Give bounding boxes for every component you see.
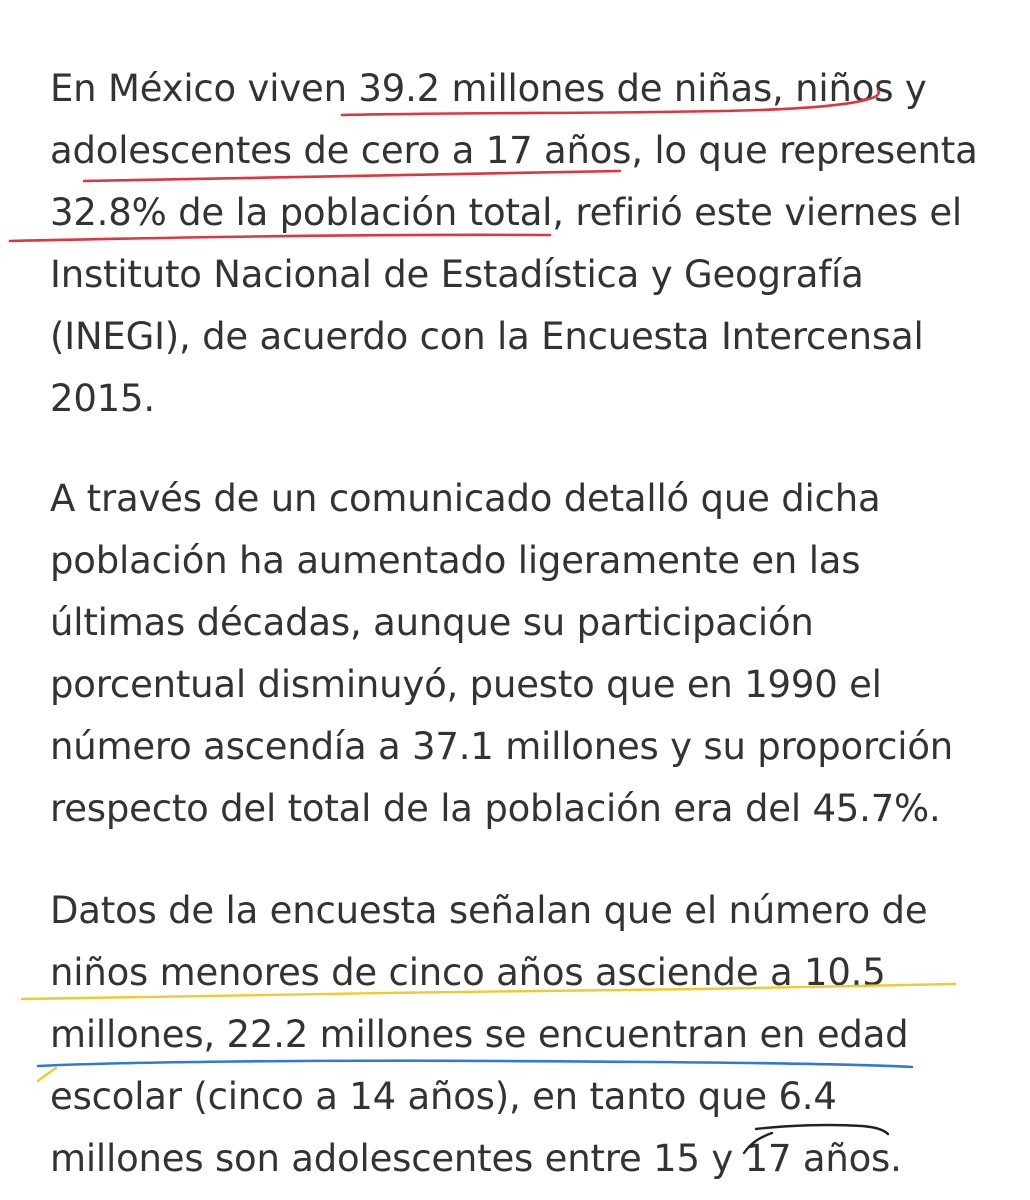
paragraph-line: (INEGI), de acuerdo con la Encuesta Intercensal — [50, 315, 924, 358]
paragraph-line: 2015. — [50, 377, 155, 420]
paragraph-line: porcentual disminuyó, puesto que en 1990 el — [50, 663, 882, 706]
paragraph-line: niños menores de cinco años asciende a 10.5 — [50, 951, 886, 994]
paragraph-line: 32.8% de la población total, refirió este viernes el — [50, 191, 963, 234]
paragraph-line: Datos de la encuesta señalan que el número de — [50, 889, 928, 932]
paragraph-line: Instituto Nacional de Estadística y Geografía — [50, 253, 864, 296]
paragraph-line: A través de un comunicado detalló que dicha — [50, 477, 881, 520]
paragraph-line: últimas décadas, aunque su participación — [50, 601, 814, 644]
paragraph-line: millones son adolescentes entre 15 y 17 años. — [50, 1137, 902, 1180]
paragraph-line: adolescentes de cero a 17 años, lo que representa — [50, 129, 978, 172]
paragraph-line: respecto del total de la población era del 45.7%. — [50, 787, 941, 830]
paragraph-line: En México viven 39.2 millones de niñas, niños y — [50, 67, 927, 110]
paragraph-line: número ascendía a 37.1 millones y su proporción — [50, 725, 954, 768]
paragraph-line: escolar (cinco a 14 años), en tanto que 6.4 — [50, 1075, 837, 1118]
paragraph-line: población ha aumentado ligeramente en las — [50, 539, 861, 582]
paragraph-line: millones, 22.2 millones se encuentran en edad — [50, 1013, 909, 1056]
